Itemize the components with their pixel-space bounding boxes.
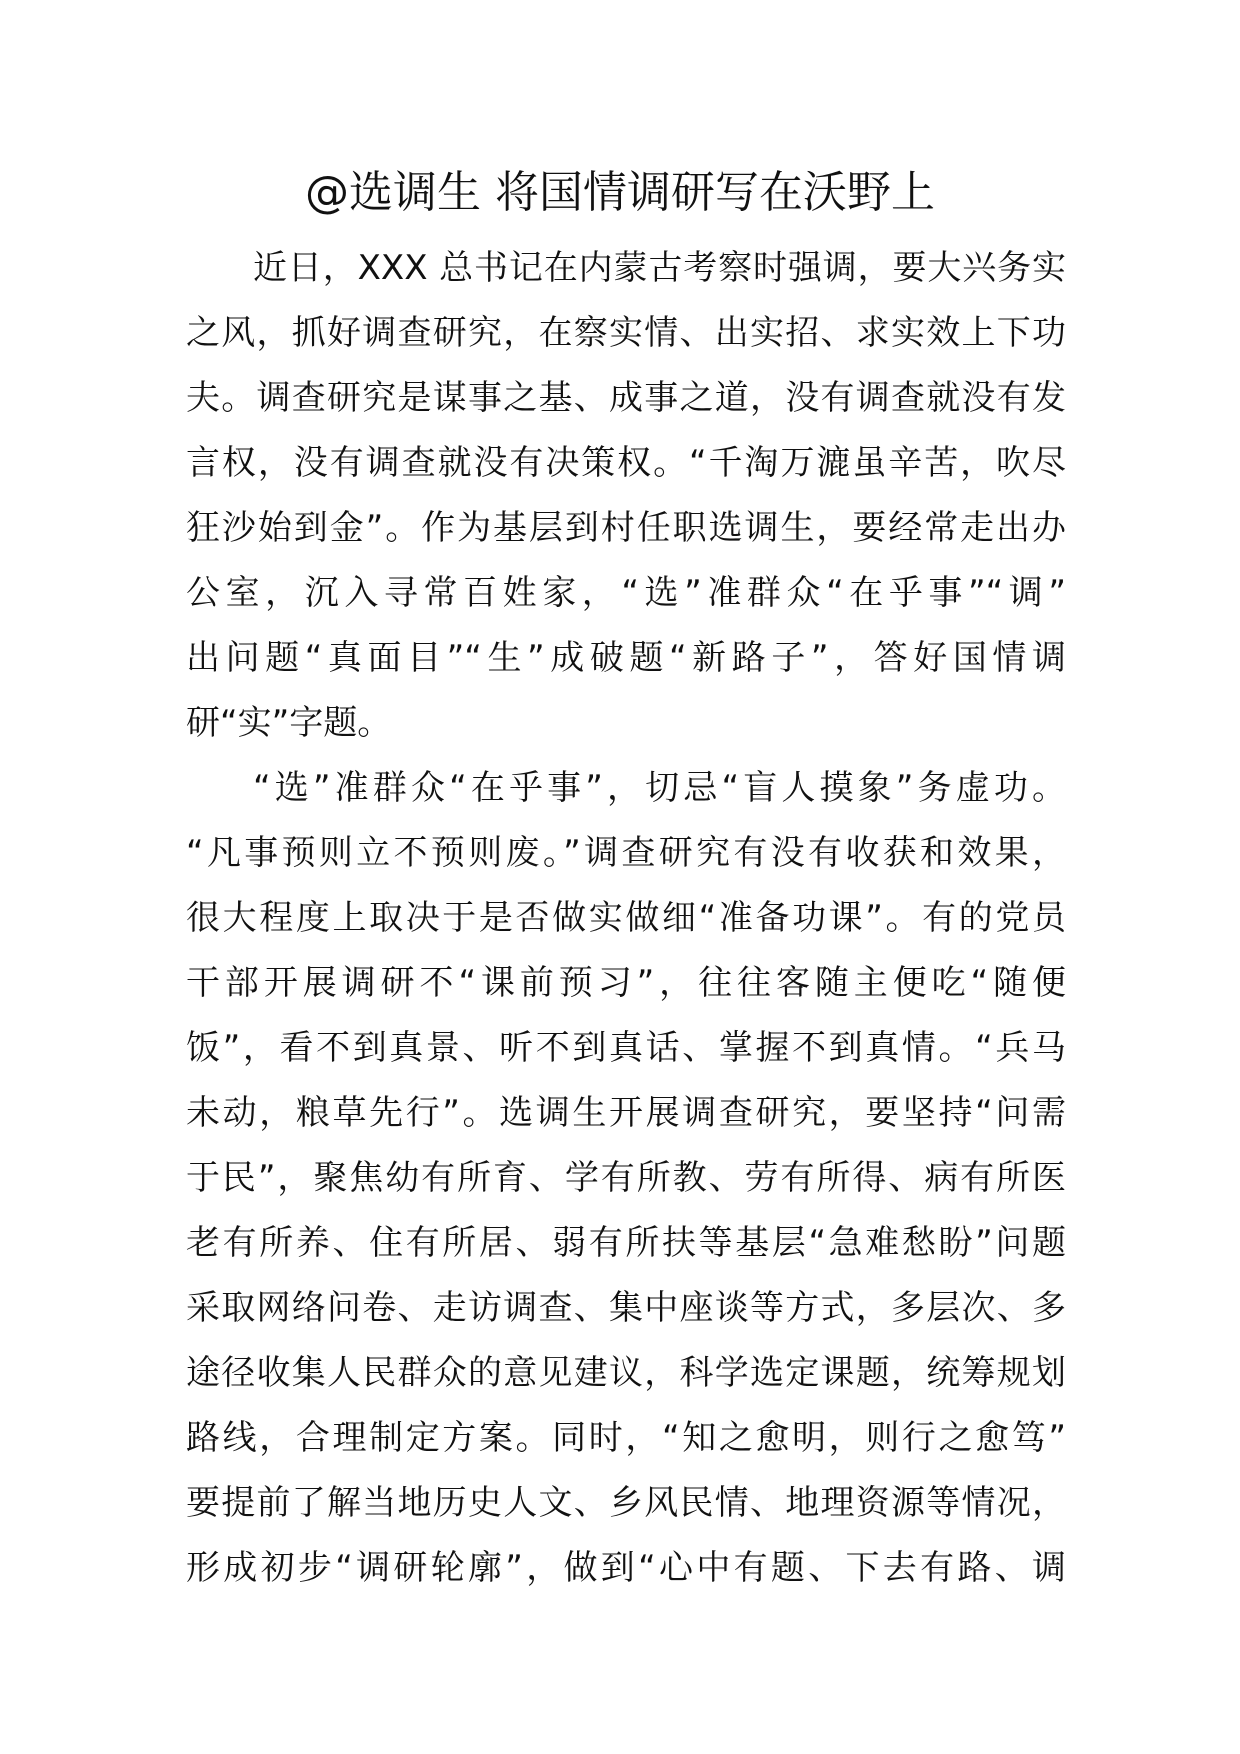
text-line: 近日，XXX 总书记在内蒙古考察时强调，要大兴务实 <box>253 248 1066 288</box>
document-body <box>186 236 1066 1601</box>
text-line: 出问题“真面目”“生”成破题“新路子”，答好国情调 <box>186 638 1066 678</box>
text-line: 很大程度上取决于是否做实做细“准备功课”。有的党员 <box>186 898 1066 938</box>
text-line: 于民”，聚焦幼有所育、学有所教、劳有所得、病有所医 <box>186 1158 1066 1198</box>
text-line: 老有所养、住有所居、弱有所扶等基层“急难愁盼”问题 <box>186 1223 1066 1263</box>
paragraph-2 <box>186 756 1066 1601</box>
text-line: 未动，粮草先行”。选调生开展调查研究，要坚持“问需 <box>186 1093 1066 1133</box>
text-line: 研“实”字题。 <box>186 703 392 743</box>
text-line: 途径收集人民群众的意见建议，科学选定课题，统筹规划 <box>186 1353 1066 1393</box>
text-line: 要提前了解当地历史人文、乡风民情、地理资源等情况， <box>186 1483 1066 1523</box>
text-line: 采取网络问卷、走访调查、集中座谈等方式，多层次、多 <box>186 1288 1066 1328</box>
text-line: 夫。调查研究是谋事之基、成事之道，没有调查就没有发 <box>186 378 1066 418</box>
text-line: 干部开展调研不“课前预习”，往往客随主便吃“随便 <box>186 963 1066 1003</box>
text-line: 公室，沉入寻常百姓家，“选”准群众“在乎事”“调” <box>186 573 1066 613</box>
text-line: 形成初步“调研轮廓”，做到“心中有题、下去有路、调 <box>186 1548 1066 1588</box>
text-line: 路线，合理制定方案。同时，“知之愈明，则行之愈笃” <box>186 1418 1066 1458</box>
text-line: 狂沙始到金”。作为基层到村任职选调生，要经常走出办 <box>186 508 1066 548</box>
text-line: 饭”，看不到真景、听不到真话、掌握不到真情。“兵马 <box>186 1028 1066 1068</box>
text-line: 之风，抓好调查研究，在察实情、出实招、求实效上下功 <box>186 313 1066 353</box>
document-title: @选调生 将国情调研写在沃野上 <box>305 167 935 218</box>
text-line: 言权，没有调查就没有决策权。“千淘万漉虽辛苦，吹尽 <box>186 443 1066 483</box>
paragraph-1 <box>186 236 1066 756</box>
text-line: “选”准群众“在乎事”，切忌“盲人摸象”务虚功。 <box>253 768 1066 808</box>
text-line: “凡事预则立不预则废。”调查研究有没有收获和效果， <box>186 833 1066 873</box>
